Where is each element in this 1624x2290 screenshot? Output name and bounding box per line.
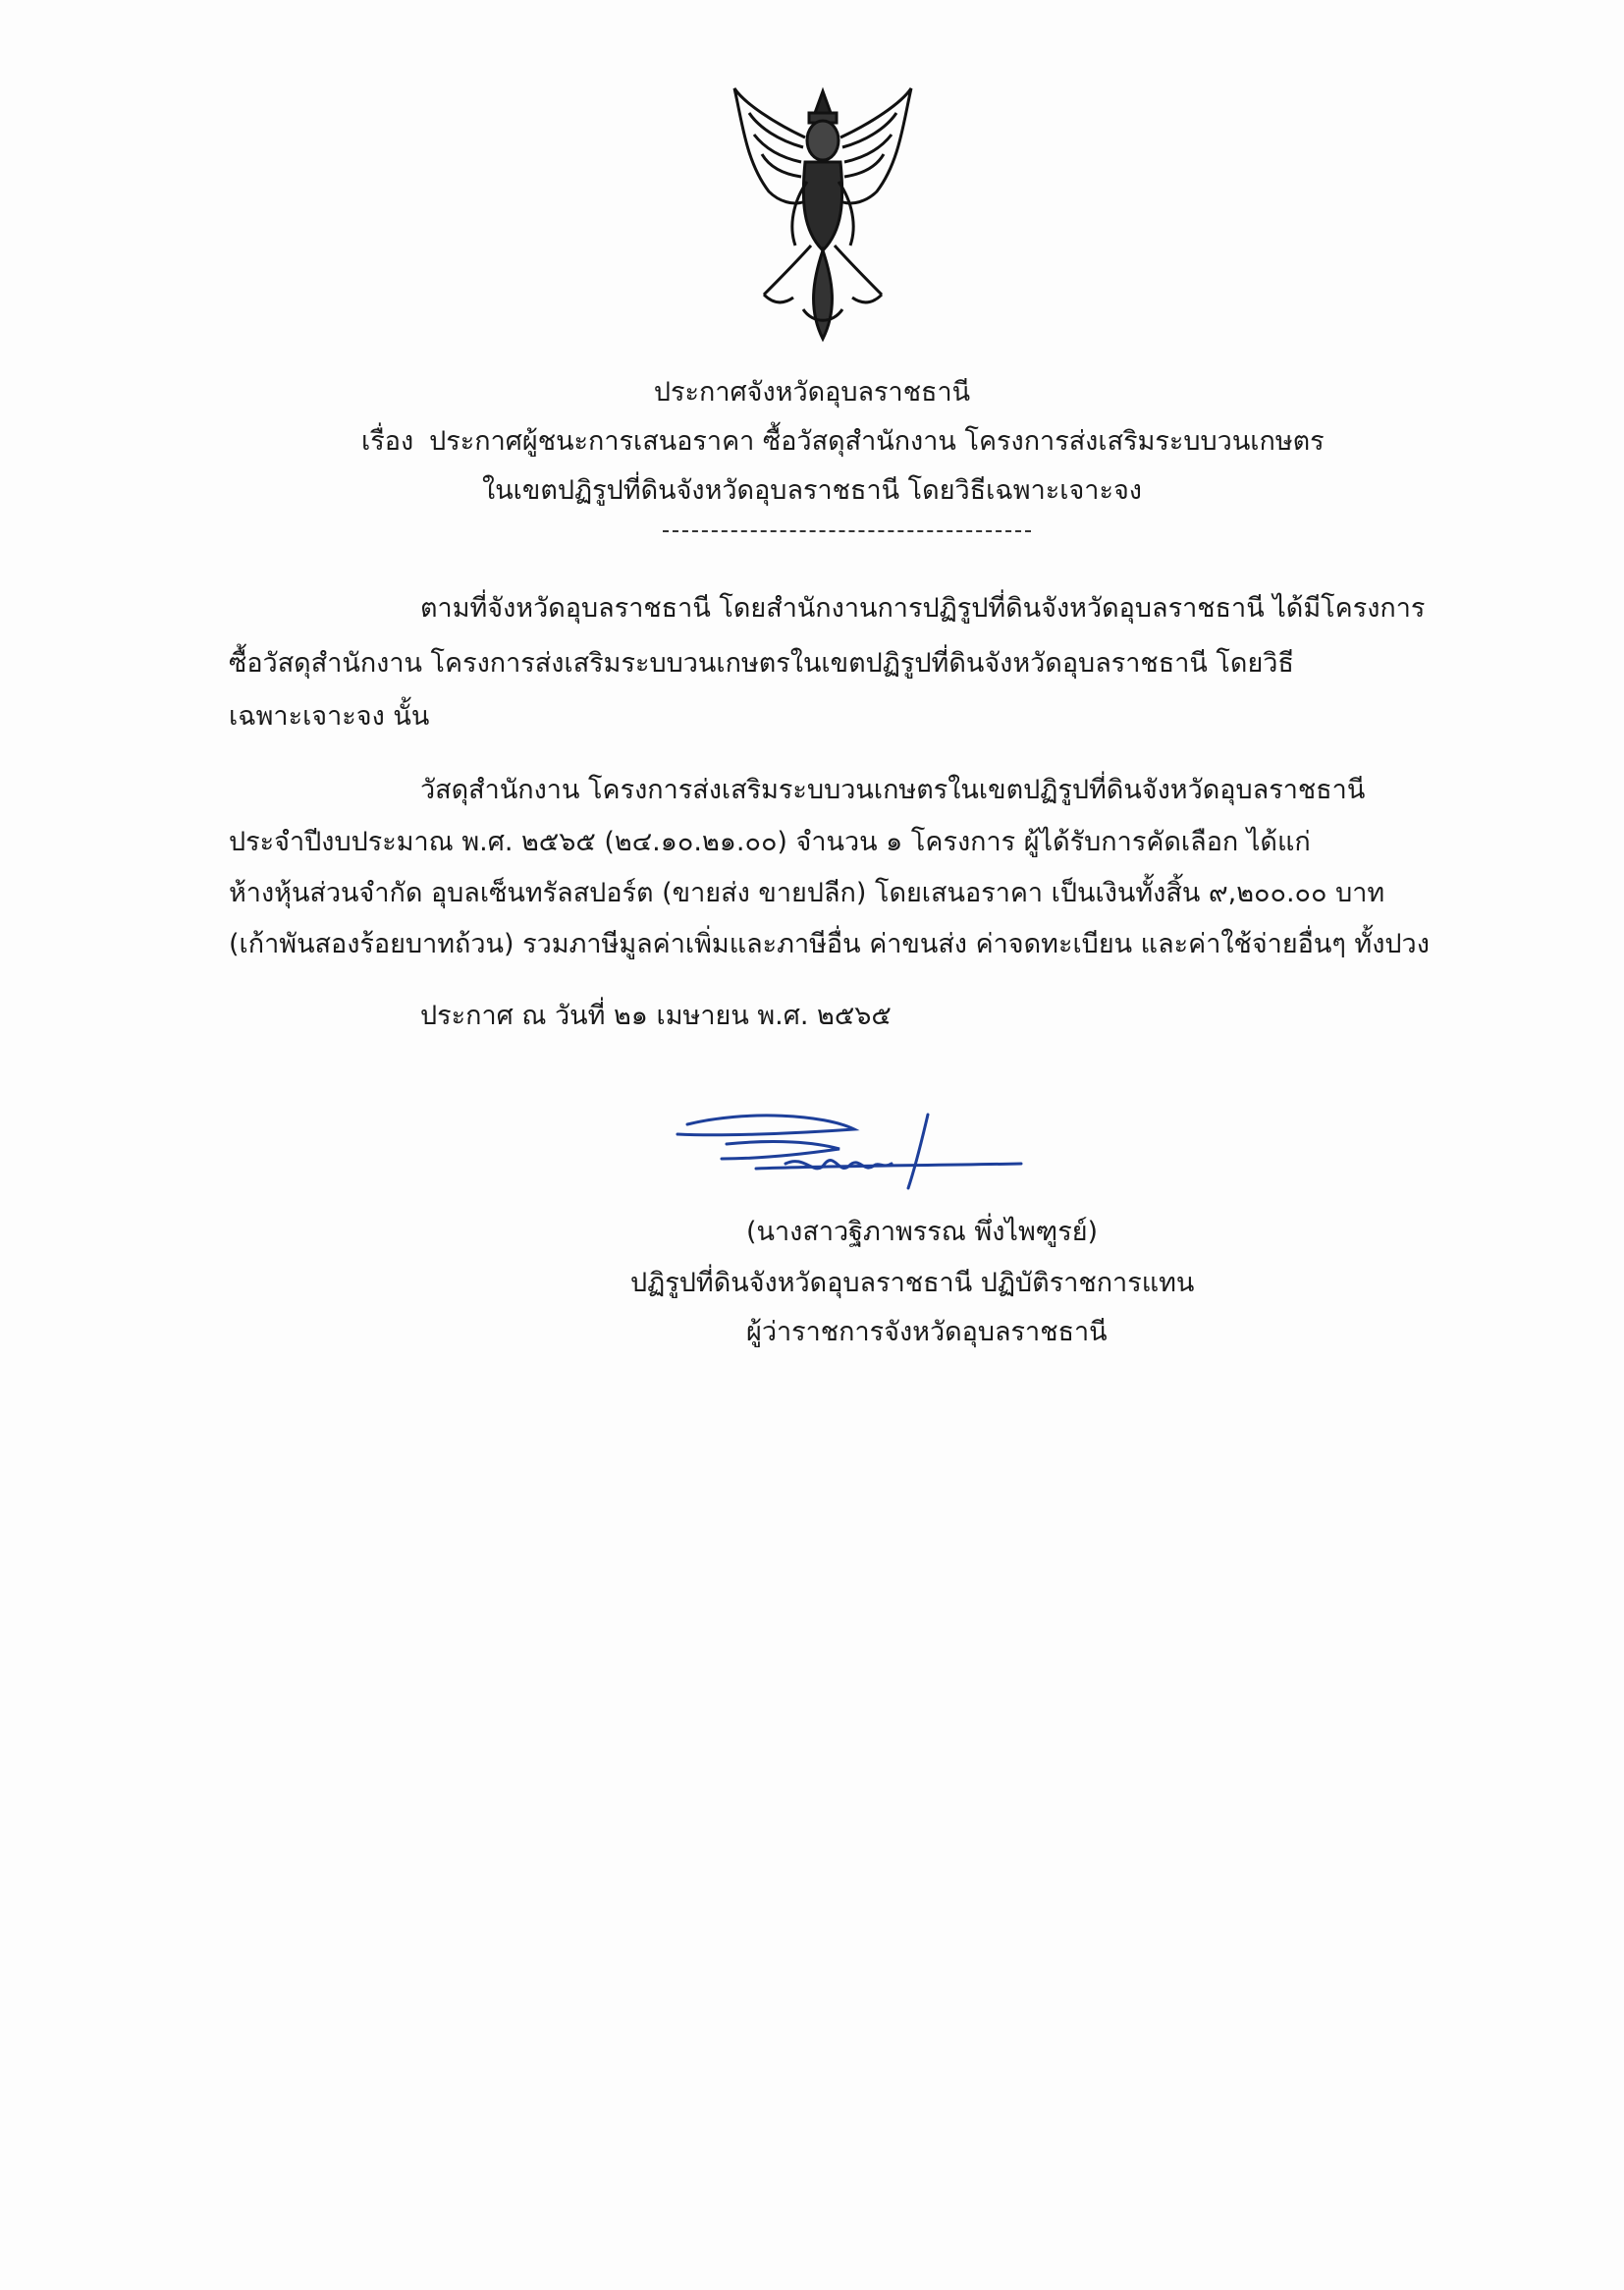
signer-position-1: ปฏิรูปที่ดินจังหวัดอุบลราชธานี ปฏิบัติราชการแทน <box>630 1268 1195 1298</box>
para1-line-3: เฉพาะเจาะจง นั้น <box>229 701 430 732</box>
subject-text-1: ประกาศผู้ชนะการเสนอราคา ซื้อวัสดุสำนักงาน โครงการส่งเสริมระบบวนเกษตร <box>429 426 1325 457</box>
subject-label: เรื่อง <box>361 426 414 457</box>
subject-line-2: ในเขตปฏิรูปที่ดินจังหวัดอุบลราชธานี โดยวิธีเฉพาะเจาะจง <box>482 475 1142 506</box>
para2-line-2: ประจำปีงบประมาณ พ.ศ. ๒๕๖๕ (๒๔.๑๐.๒๑.๐๐) จำนวน ๑ โครงการ ผู้ได้รับการคัดเลือก ได้แก่ <box>229 827 1311 857</box>
subject-line-1 <box>361 422 1325 462</box>
para2-line-1: วัสดุสำนักงาน โครงการส่งเสริมระบบวนเกษตรในเขตปฏิรูปที่ดินจังหวัดอุบลราชธานี <box>420 775 1366 805</box>
para1-line-2: ซื้อวัสดุสำนักงาน โครงการส่งเสริมระบบวนเกษตรในเขตปฏิรูปที่ดินจังหวัดอุบลราชธานี โดยวิธี <box>229 648 1294 679</box>
para2-line-4: (เก้าพันสองร้อยบาทถ้วน) รวมภาษีมูลค่าเพิ่มและภาษีอื่น ค่าขนส่ง ค่าจดทะเบียน และค่าใช้จ่ายอื่นๆ ทั้งปวง <box>229 929 1430 959</box>
signer-name: (นางสาวฐิภาพรรณ พึ่งไพฑูรย์) <box>746 1217 1099 1247</box>
document-title: ประกาศจังหวัดอุบลราชธานี <box>653 377 971 408</box>
signer-position-2: ผู้ว่าราชการจังหวัดอุบลราชธานี <box>746 1317 1108 1347</box>
handwritten-signature <box>668 1105 1031 1223</box>
garuda-emblem-icon <box>725 83 921 349</box>
para1-line-1: ตามที่จังหวัดอุบลราชธานี โดยสำนักงานการปฏิรูปที่ดินจังหวัดอุบลราชธานี ได้มีโครงการ <box>420 593 1426 624</box>
para2-line-3: ห้างหุ้นส่วนจำกัด อุบลเซ็นทรัลสปอร์ต (ขายส่ง ขายปลีก) โดยเสนอราคา เป็นเงินทั้งสิ้น ๙,๒๐๐.๐๐ บาท <box>229 878 1385 908</box>
announce-date: ประกาศ ณ วันที่ ๒๑ เมษายน พ.ศ. ๒๕๖๕ <box>420 1001 892 1031</box>
separator-dashes <box>663 530 1031 536</box>
